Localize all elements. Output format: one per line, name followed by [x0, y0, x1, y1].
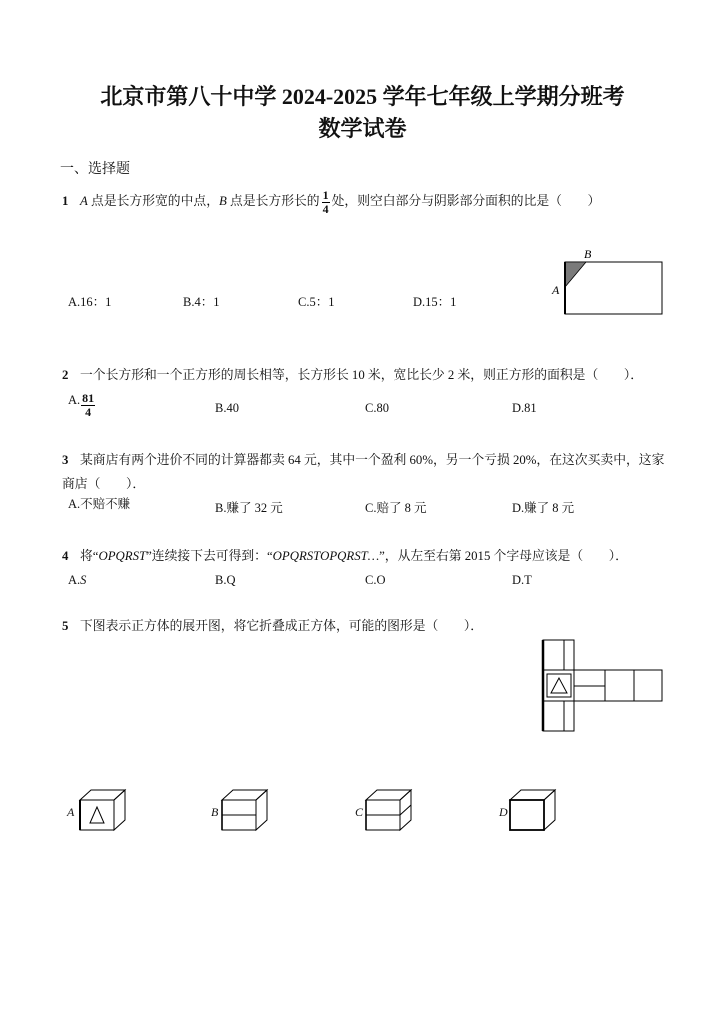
q2-option-a: [68, 392, 97, 419]
text-segment: 点是长方形宽的中点，: [87, 194, 219, 208]
q3-option-d: D.赚了 8 元: [512, 501, 575, 515]
cube-right-face: [256, 790, 267, 830]
cube-top-face: [366, 790, 411, 800]
question-4-text: [62, 548, 628, 564]
q5-option-a-cube: [76, 786, 128, 834]
shaded-triangle: [565, 262, 586, 287]
triangle-icon: [90, 807, 104, 823]
q2-option-c: C.80: [365, 401, 389, 415]
q5-option-c-cube: [362, 786, 414, 834]
q5-option-a-label: A: [67, 805, 75, 819]
fraction-denominator: 4: [85, 405, 92, 419]
q5-option-b-cube: [218, 786, 270, 834]
q3-option-b: B.赚了 32 元: [215, 501, 283, 515]
question-3-text-line-1: [62, 452, 664, 468]
q4-option-c: C.O: [365, 573, 386, 587]
cube-net-figure: [540, 638, 666, 734]
q5-option-d-cube: [506, 786, 558, 834]
text-segment: 一个长方形和一个正方形的周长相等，长方形长 10 米，宽比长少 2 米，则正方形的面积是（ ）．: [80, 368, 644, 382]
q1-option-c: C.5：1: [298, 295, 335, 309]
option-prefix: A.: [68, 573, 81, 587]
question-number: 2: [62, 368, 69, 382]
question-1-text: [62, 188, 600, 216]
fraction-numerator: 1: [322, 187, 329, 202]
q5-option-d-label: D: [499, 805, 508, 819]
cube-top-face: [222, 790, 267, 800]
question-3-text-line-2: 商店（ ）．: [62, 477, 146, 491]
text-segment: 将“: [80, 549, 99, 563]
text-segment: 下图表示正方体的展开图，将它折叠成正方体，可能的图形是（ ）．: [80, 619, 484, 633]
fraction-81-over-4: [81, 392, 95, 419]
cube-right-face: [544, 790, 555, 830]
q2-option-b: B.40: [215, 401, 239, 415]
question-5-text: [62, 618, 483, 634]
q1-rectangle-figure: [548, 244, 668, 320]
fraction-one-quarter: [322, 189, 330, 216]
q4-option-d: D.T: [512, 573, 532, 587]
point-b-label: B: [219, 194, 227, 208]
fraction-denominator: 4: [322, 201, 329, 216]
text-segment: 处，则空白部分与阴影部分面积的比是（ ）: [331, 194, 601, 208]
exam-subtitle: 数学试卷: [318, 116, 407, 141]
net-triangle-icon: [551, 678, 567, 693]
q1-option-a: A.16：1: [68, 295, 112, 309]
point-a-label: A: [80, 194, 88, 208]
q1-option-d: D.15：1: [413, 295, 457, 309]
letter-sequence: OPQRST: [98, 549, 147, 563]
q1-option-b: B.4：1: [183, 295, 220, 309]
q4-option-b: B.Q: [215, 573, 236, 587]
q3-option-c: C.赔了 8 元: [365, 501, 427, 515]
exam-title: 北京市第八十中学 2024-2025 学年七年级上学期分班考: [100, 84, 625, 109]
text-segment: 某商店有两个进价不同的计算器都卖 64 元，其中一个盈利 60%，另一个亏损 20%，在这次买卖中，这家: [80, 453, 665, 467]
option-value: S: [80, 573, 87, 587]
text-segment: ”，从左至右第 2015 个字母应该是（ ）．: [379, 549, 628, 563]
q2-option-d: D.81: [512, 401, 537, 415]
question-number: 1: [62, 194, 69, 208]
question-number: 4: [62, 549, 69, 563]
question-number: 3: [62, 453, 69, 467]
q5-option-c-label: C: [355, 805, 364, 819]
text-segment: 点是长方形长的: [226, 194, 320, 208]
q5-option-b-label: B: [211, 805, 219, 819]
figure-label-a: A: [552, 283, 560, 297]
q3-option-a: A.不赔不赚: [68, 497, 131, 511]
repeated-sequence: OPQRSTOPQRST…: [272, 549, 380, 563]
cube-front-face: [80, 800, 114, 830]
text-segment: ”连续接下去可得到：“: [146, 549, 273, 563]
cube-side-half-line: [400, 805, 411, 815]
cube-front-face: [510, 800, 544, 830]
section-heading: 一、选择题: [60, 162, 130, 177]
cube-top-face: [80, 790, 125, 800]
net-top-square: [543, 640, 574, 670]
question-number: 5: [62, 619, 69, 633]
net-bottom-square: [543, 701, 574, 731]
question-2-text: [62, 367, 643, 383]
cube-top-face: [510, 790, 555, 800]
q4-option-a: [68, 572, 86, 588]
figure-label-b: B: [584, 247, 592, 261]
fraction-numerator: 81: [82, 391, 95, 405]
option-prefix: A.: [68, 393, 81, 407]
cube-right-face: [114, 790, 125, 830]
